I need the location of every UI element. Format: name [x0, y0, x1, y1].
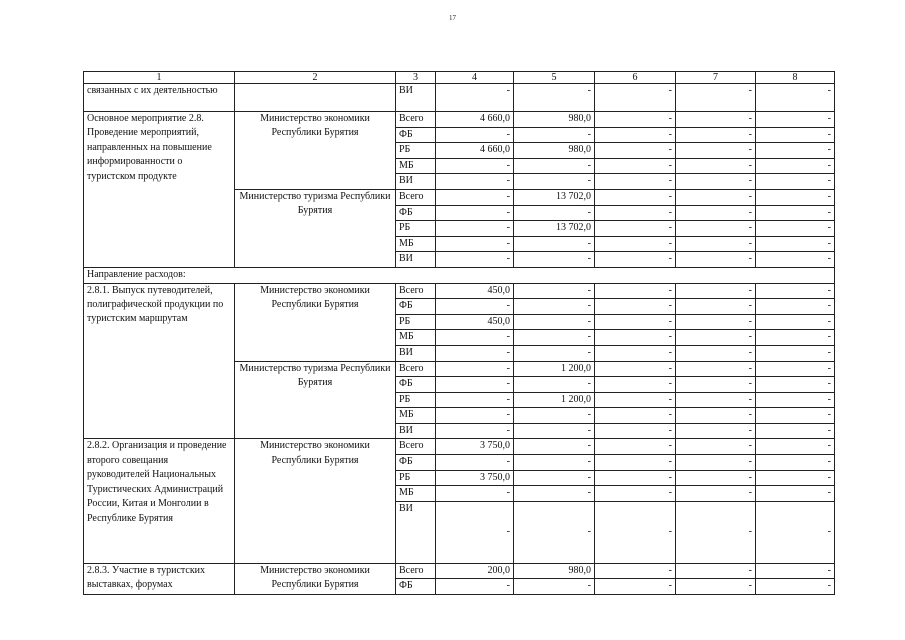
column-header: 8: [756, 72, 835, 84]
responsible-cell: Министерство экономики Республики Бурятия: [235, 563, 396, 594]
value-cell: -: [676, 314, 756, 330]
value-cell: -: [595, 361, 676, 377]
value-cell: -: [676, 252, 756, 268]
value-cell: -: [514, 174, 595, 190]
value-cell: -: [595, 299, 676, 315]
value-cell: -: [436, 455, 514, 471]
source-cell: МБ: [396, 236, 436, 252]
value-cell: -: [676, 563, 756, 579]
source-cell: МБ: [396, 330, 436, 346]
value-cell: -: [676, 392, 756, 408]
source-cell: ФБ: [396, 579, 436, 595]
value-cell: -: [676, 470, 756, 486]
source-cell: Всего: [396, 112, 436, 128]
value-cell: -: [436, 205, 514, 221]
column-header: 6: [595, 72, 676, 84]
value-cell: -: [756, 314, 835, 330]
value-cell: -: [514, 330, 595, 346]
value-cell: -: [595, 563, 676, 579]
value-cell: -: [676, 330, 756, 346]
value-cell: -: [514, 158, 595, 174]
value-cell: -: [595, 439, 676, 455]
value-cell: -: [676, 127, 756, 143]
column-header: 2: [235, 72, 396, 84]
value-cell: -: [436, 501, 514, 563]
source-cell: МБ: [396, 408, 436, 424]
responsible-cell: Министерство экономики Республики Бурятия: [235, 112, 396, 190]
source-cell: РБ: [396, 392, 436, 408]
value-cell: -: [756, 377, 835, 393]
value-cell: -: [595, 579, 676, 595]
source-cell: ВИ: [396, 174, 436, 190]
value-cell: -: [756, 330, 835, 346]
value-cell: -: [436, 377, 514, 393]
value-cell: -: [595, 314, 676, 330]
value-cell: -: [514, 579, 595, 595]
value-cell: -: [514, 501, 595, 563]
value-cell: -: [595, 127, 676, 143]
value-cell: -: [756, 252, 835, 268]
value-cell: 13 702,0: [514, 221, 595, 237]
value-cell: -: [436, 174, 514, 190]
value-cell: -: [595, 501, 676, 563]
value-cell: -: [436, 408, 514, 424]
source-cell: Всего: [396, 283, 436, 299]
value-cell: -: [514, 455, 595, 471]
column-header: 1: [84, 72, 235, 84]
value-cell: -: [436, 127, 514, 143]
value-cell: 13 702,0: [514, 189, 595, 205]
value-cell: -: [676, 221, 756, 237]
value-cell: -: [595, 486, 676, 502]
value-cell: -: [436, 423, 514, 439]
value-cell: -: [756, 189, 835, 205]
value-cell: -: [595, 423, 676, 439]
source-cell: РБ: [396, 470, 436, 486]
value-cell: -: [514, 470, 595, 486]
value-cell: -: [756, 563, 835, 579]
source-cell: МБ: [396, 158, 436, 174]
value-cell: -: [436, 252, 514, 268]
value-cell: -: [514, 299, 595, 315]
value-cell: -: [595, 174, 676, 190]
value-cell: -: [756, 470, 835, 486]
value-cell: -: [676, 361, 756, 377]
table-row: [84, 563, 835, 579]
source-cell: ФБ: [396, 299, 436, 315]
source-cell: МБ: [396, 486, 436, 502]
value-cell: -: [436, 486, 514, 502]
responsible-cell: Министерство туризма Республики Бурятия: [235, 361, 396, 439]
value-cell: -: [676, 189, 756, 205]
source-cell: ВИ: [396, 345, 436, 361]
source-cell: ФБ: [396, 377, 436, 393]
value-cell: -: [676, 84, 756, 112]
value-cell: -: [756, 84, 835, 112]
value-cell: -: [595, 112, 676, 128]
value-cell: -: [595, 455, 676, 471]
value-cell: -: [436, 330, 514, 346]
value-cell: -: [756, 501, 835, 563]
value-cell: -: [436, 189, 514, 205]
column-header: 3: [396, 72, 436, 84]
value-cell: -: [595, 408, 676, 424]
value-cell: -: [756, 143, 835, 159]
column-header: 7: [676, 72, 756, 84]
value-cell: -: [514, 486, 595, 502]
table-row: [84, 112, 835, 128]
column-header: 4: [436, 72, 514, 84]
value-cell: 1 200,0: [514, 361, 595, 377]
source-cell: ФБ: [396, 127, 436, 143]
value-cell: -: [595, 84, 676, 112]
value-cell: -: [676, 283, 756, 299]
value-cell: 450,0: [436, 283, 514, 299]
source-cell: Всего: [396, 189, 436, 205]
responsible-cell: [235, 84, 396, 112]
value-cell: -: [676, 158, 756, 174]
table-row: [84, 439, 835, 455]
value-cell: 450,0: [436, 314, 514, 330]
value-cell: 980,0: [514, 563, 595, 579]
value-cell: -: [676, 579, 756, 595]
value-cell: -: [436, 221, 514, 237]
value-cell: -: [436, 158, 514, 174]
value-cell: -: [676, 408, 756, 424]
page-number: 17: [449, 14, 456, 22]
value-cell: -: [676, 143, 756, 159]
value-cell: 3 750,0: [436, 439, 514, 455]
value-cell: -: [514, 345, 595, 361]
value-cell: 3 750,0: [436, 470, 514, 486]
section-title: Направление расходов:: [84, 267, 835, 283]
responsible-cell: Министерство экономики Республики Бурятия: [235, 283, 396, 361]
value-cell: -: [756, 174, 835, 190]
value-cell: -: [514, 205, 595, 221]
value-cell: -: [756, 112, 835, 128]
value-cell: -: [676, 455, 756, 471]
value-cell: 1 200,0: [514, 392, 595, 408]
value-cell: -: [756, 579, 835, 595]
value-cell: -: [756, 283, 835, 299]
value-cell: -: [436, 299, 514, 315]
source-cell: ВИ: [396, 84, 436, 112]
source-cell: РБ: [396, 221, 436, 237]
value-cell: -: [756, 423, 835, 439]
value-cell: -: [756, 361, 835, 377]
value-cell: -: [514, 423, 595, 439]
value-cell: -: [676, 112, 756, 128]
value-cell: -: [595, 330, 676, 346]
source-cell: ФБ: [396, 205, 436, 221]
value-cell: -: [436, 361, 514, 377]
source-cell: Всего: [396, 361, 436, 377]
activity-name-cell: 2.8.2. Организация и проведение второго совещания руководителей Национальных Туристических Администраций России, Китая и Монголии в Республике Бурятия: [84, 439, 235, 563]
value-cell: -: [514, 127, 595, 143]
value-cell: -: [595, 345, 676, 361]
value-cell: -: [756, 455, 835, 471]
value-cell: -: [756, 392, 835, 408]
value-cell: -: [756, 408, 835, 424]
value-cell: -: [514, 252, 595, 268]
source-cell: ВИ: [396, 252, 436, 268]
value-cell: -: [514, 283, 595, 299]
activity-name-cell: Основное мероприятие 2.8. Проведение мероприятий, направленных на повышение информированности о туристском продукте: [84, 112, 235, 268]
value-cell: -: [514, 314, 595, 330]
value-cell: -: [595, 221, 676, 237]
value-cell: -: [595, 252, 676, 268]
budget-table: [83, 71, 835, 595]
value-cell: -: [436, 345, 514, 361]
source-cell: РБ: [396, 143, 436, 159]
value-cell: -: [756, 221, 835, 237]
value-cell: -: [676, 236, 756, 252]
value-cell: -: [756, 486, 835, 502]
value-cell: -: [756, 205, 835, 221]
source-cell: Всего: [396, 439, 436, 455]
value-cell: -: [436, 579, 514, 595]
value-cell: -: [595, 283, 676, 299]
section-row: [84, 267, 835, 283]
value-cell: -: [595, 377, 676, 393]
value-cell: -: [756, 127, 835, 143]
value-cell: -: [436, 392, 514, 408]
value-cell: -: [595, 470, 676, 486]
value-cell: -: [595, 236, 676, 252]
value-cell: -: [514, 377, 595, 393]
value-cell: -: [514, 439, 595, 455]
source-cell: ВИ: [396, 501, 436, 563]
value-cell: -: [676, 439, 756, 455]
value-cell: -: [676, 423, 756, 439]
value-cell: 4 660,0: [436, 112, 514, 128]
column-header: 5: [514, 72, 595, 84]
value-cell: -: [756, 236, 835, 252]
value-cell: -: [756, 299, 835, 315]
table-row: [84, 84, 835, 112]
source-cell: РБ: [396, 314, 436, 330]
value-cell: -: [436, 236, 514, 252]
value-cell: -: [595, 392, 676, 408]
activity-name-cell: связанных с их деятельностью: [84, 84, 235, 112]
value-cell: -: [514, 408, 595, 424]
source-cell: ФБ: [396, 455, 436, 471]
source-cell: ВИ: [396, 423, 436, 439]
value-cell: -: [676, 205, 756, 221]
value-cell: -: [595, 205, 676, 221]
value-cell: -: [676, 299, 756, 315]
activity-name-cell: 2.8.1. Выпуск путеводителей, полиграфической продукции по туристским маршрутам: [84, 283, 235, 439]
table-row: [84, 283, 835, 299]
value-cell: -: [676, 486, 756, 502]
activity-name-cell: 2.8.3. Участие в туристских выставках, форумах: [84, 563, 235, 594]
value-cell: -: [676, 345, 756, 361]
value-cell: -: [756, 439, 835, 455]
responsible-cell: Министерство экономики Республики Бурятия: [235, 439, 396, 563]
value-cell: -: [756, 345, 835, 361]
value-cell: -: [595, 143, 676, 159]
value-cell: 980,0: [514, 143, 595, 159]
responsible-cell: Министерство туризма Республики Бурятия: [235, 189, 396, 267]
value-cell: -: [514, 84, 595, 112]
value-cell: -: [436, 84, 514, 112]
value-cell: -: [676, 377, 756, 393]
source-cell: Всего: [396, 563, 436, 579]
value-cell: 4 660,0: [436, 143, 514, 159]
value-cell: 980,0: [514, 112, 595, 128]
value-cell: -: [676, 501, 756, 563]
value-cell: -: [595, 189, 676, 205]
value-cell: -: [595, 158, 676, 174]
value-cell: -: [514, 236, 595, 252]
value-cell: -: [676, 174, 756, 190]
header-row: [84, 72, 835, 84]
value-cell: 200,0: [436, 563, 514, 579]
value-cell: -: [756, 158, 835, 174]
